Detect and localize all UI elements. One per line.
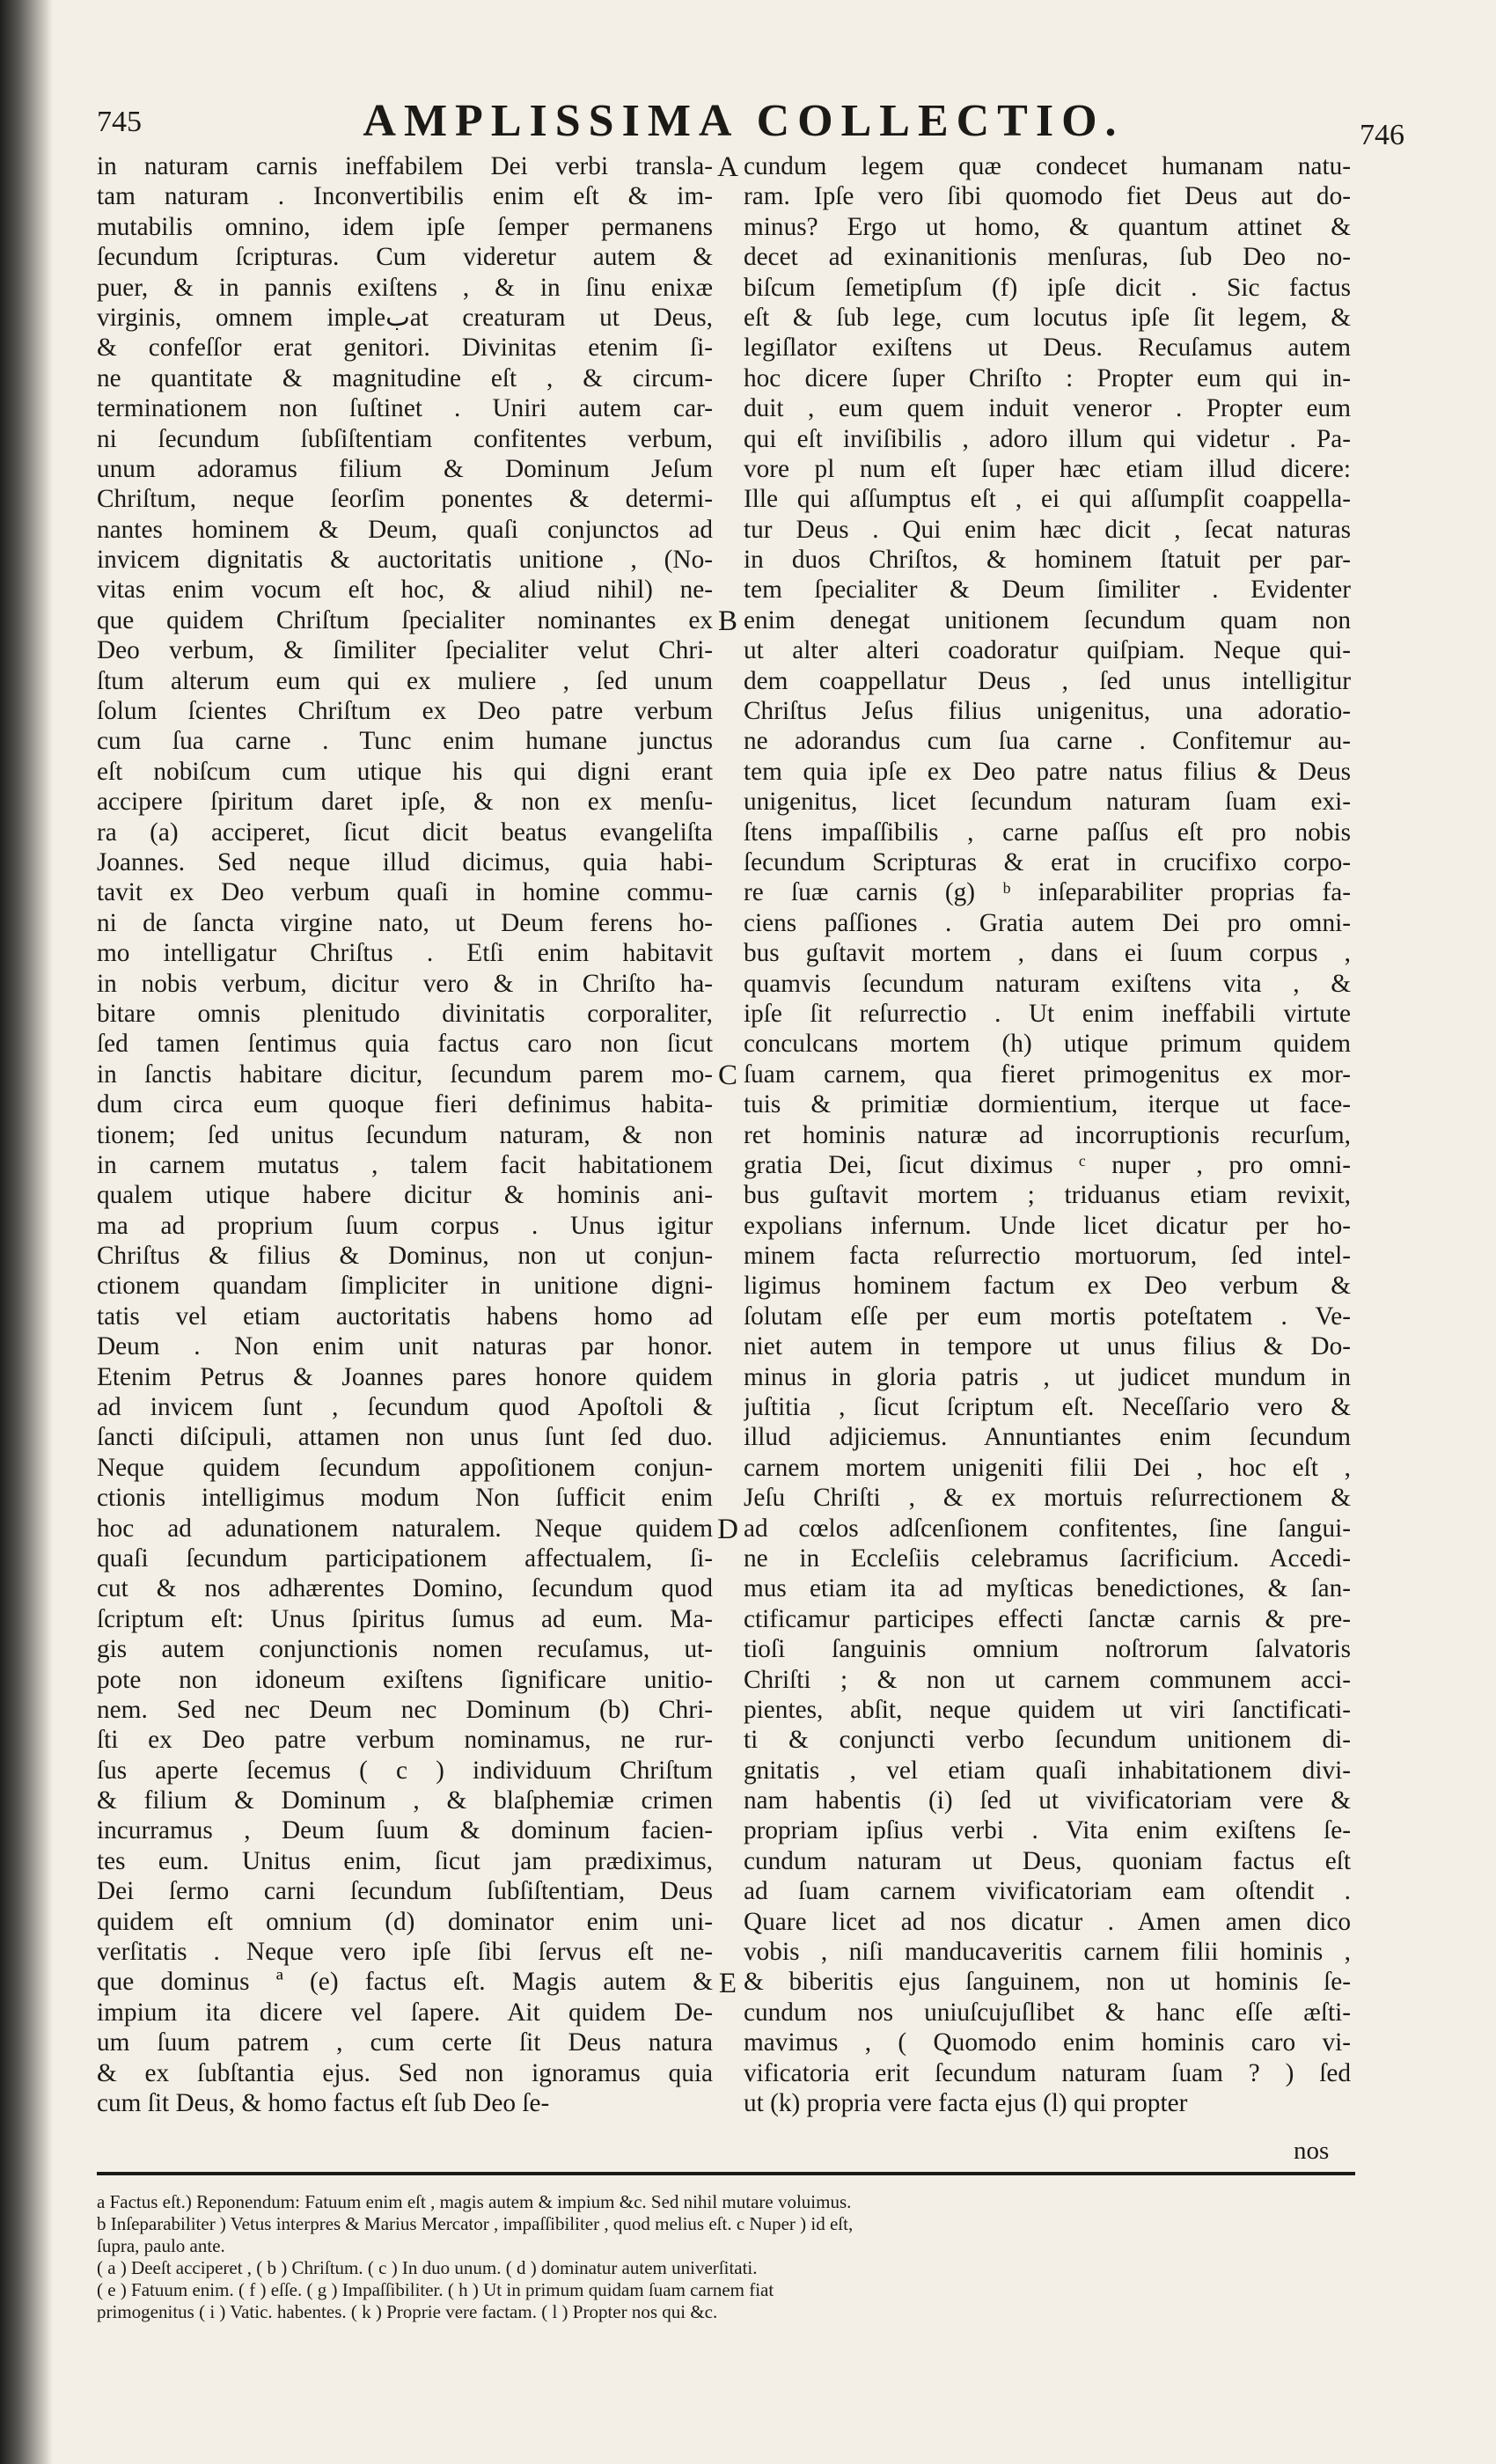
- text-line: verſitatis . Neque vero ipſe ſibi ſervus eſt ne-: [97, 1938, 713, 1967]
- text-line: incurramus , Deum ſuum & dominum facien-: [97, 1816, 713, 1845]
- section-marker-d: D: [717, 1514, 738, 1545]
- page-number-right: 746: [1360, 119, 1404, 151]
- text-line: in carnem mutatus , talem facit habitationem: [97, 1150, 713, 1179]
- text-line: ſancti diſcipuli, attamen non unus ſunt ſed duo.: [97, 1423, 713, 1452]
- text-line: tionem; ſed unitus ſecundum naturam, & non: [97, 1120, 713, 1149]
- text-line: ctificamur participes effecti ſanctæ carnis & pre-: [744, 1604, 1351, 1633]
- text-line: vificatoria erit ſecundum naturam ſuam ? ) ſed: [744, 2058, 1351, 2087]
- text-line: ctionis intelligimus modum Non ſufficit enim: [97, 1484, 713, 1513]
- text-line: ad ſuam carnem vivificatoriam eam oſtendit .: [744, 1877, 1351, 1906]
- text-line: conculcans mortem (h) utique primum quidem: [744, 1030, 1351, 1059]
- footnote-line: ( e ) Fatuum enim. ( f ) eſſe. ( g ) Impaſſibiliter. ( h ) Ut in primum quidam ſuam carnem fiat: [97, 2279, 774, 2300]
- text-line: Joannes. Sed neque illud dicimus, quia habi-: [97, 847, 713, 876]
- text-line: cum ſua carne . Tunc enim humane junctus: [97, 727, 713, 756]
- text-line: Jeſu Chriſti , & ex mortuis reſurrectionem &: [744, 1484, 1351, 1513]
- text-line: Deum . Non enim unit naturas par honor.: [97, 1332, 713, 1361]
- text-line: cundum nos uniuſcujuſlibet & hanc eſſe æſti-: [744, 1998, 1351, 2027]
- text-line: vore pl num eſt ſuper hæc etiam illud dicere:: [744, 454, 1351, 483]
- text-line: unigenitus, licet ſecundum naturam ſuam exi-: [744, 788, 1351, 817]
- text-line: mo intelligatur Chriſtus . Etſi enim habitavit: [97, 939, 713, 968]
- text-line: ſuam carnem, qua fieret primogenitus ex mor-: [744, 1060, 1351, 1089]
- text-line: tem ſpecialiter & Deum ſimiliter . Evidenter: [744, 576, 1351, 605]
- text-line: cundum naturam ut Deus, quoniam factus eſt: [744, 1846, 1351, 1875]
- text-line: um ſuum patrem , cum certe ſit Deus natura: [97, 2028, 713, 2057]
- text-line: ſcriptum eſt: Unus ſpiritus ſumus ad eum. Ma-: [97, 1604, 713, 1633]
- text-line: tam naturam . Inconvertibilis enim eſt & im-: [97, 182, 713, 211]
- text-line: in duos Chriſtos, & hominem ſtatuit per par-: [744, 546, 1351, 575]
- text-line: tavit ex Deo verbum quaſi in homine commu-: [97, 878, 713, 907]
- footnote-line: a Factus eſt.) Reponendum: Fatuum enim eſt , magis autem & impium &c. Sed nihil mutare voluimus.: [97, 2191, 852, 2212]
- footnote-line: ( a ) Deeſt acciperet , ( b ) Chriſtum. ( c ) In duo unum. ( d ) dominatur autem univerſitati.: [97, 2257, 758, 2278]
- text-line: Chriſti ; & non ut carnem communem acci-: [744, 1665, 1351, 1694]
- text-line: & ex ſubſtantia ejus. Sed non ignoramus quia: [97, 2058, 713, 2087]
- text-line: in naturam carnis ineffabilem Dei verbi transla-: [97, 152, 713, 180]
- text-line: Neque quidem ſecundum appoſitionem conjun-: [97, 1453, 713, 1482]
- text-line: qualem utique habere dicitur & hominis ani-: [97, 1181, 713, 1210]
- text-line: puer, & in pannis exiſtens , & in ſinu enixæ: [97, 273, 713, 302]
- running-head: AMPLISSIMA COLLECTIO.: [363, 96, 1125, 146]
- text-line: tur Deus . Qui enim hæc dicit , ſecat naturas: [744, 515, 1351, 544]
- text-line: biſcum ſemetipſum (f) ipſe dicit . Sic factus: [744, 273, 1351, 302]
- text-line: ra (a) acciperet, ſicut dicit beatus evangeliſta: [97, 818, 713, 847]
- text-line: minus? Ergo ut homo, & quantum attinet &: [744, 212, 1351, 241]
- text-line: pote non idoneum exiſtens ſignificare unitio-: [97, 1665, 713, 1694]
- binding-shadow: [0, 0, 53, 2464]
- text-line: legiſlator exiſtens ut Deus. Recuſamus autem: [744, 334, 1351, 363]
- text-line: ſecundum Scripturas & erat in crucifixo corpo-: [744, 847, 1351, 876]
- footnote-line: primogenitus ( i ) Vatic. habentes. ( k ) Proprie vere factam. ( l ) Propter nos qui &c.: [97, 2301, 718, 2322]
- text-line: tes eum. Unitus enim, ſicut jam prædiximus,: [97, 1846, 713, 1875]
- text-line: ti & conjuncti verbo ſecundum unitionem di-: [744, 1726, 1351, 1755]
- text-line: duit , eum quem induit veneror . Propter eum: [744, 394, 1351, 423]
- text-line: pientes, abſit, neque quidem ut viri ſanctificati-: [744, 1695, 1351, 1724]
- text-line: gratia Dei, ſicut diximus ᶜ nuper , pro omni-: [744, 1150, 1351, 1179]
- text-line: ſolum ſcientes Chriſtum ex Deo patre verbum: [97, 697, 713, 726]
- text-line: nam habentis (i) ſed ut vivificatoriam vere &: [744, 1786, 1351, 1815]
- text-line: illud adjiciemus. Annuntiantes enim ſecundum: [744, 1423, 1351, 1452]
- left-column: [97, 151, 713, 2118]
- text-line: ciens paſſiones . Gratia autem Dei pro omni-: [744, 908, 1351, 937]
- text-line: ad cœlos adſcenſionem confitentes, ſine ſangui-: [744, 1514, 1351, 1543]
- text-line: Dei ſermo carni ſecundum ſubſiſtentiam, Deus: [97, 1877, 713, 1906]
- text-line: ma ad proprium ſuum corpus . Unus igitur: [97, 1211, 713, 1240]
- section-marker-e: E: [718, 1968, 737, 1999]
- text-line: quidem eſt omnium (d) dominator enim uni-: [97, 1907, 713, 1936]
- text-line: ne in Eccleſiis celebramus ſacrificium. Accedi-: [744, 1544, 1351, 1573]
- text-line: gnitatis , vel etiam quaſi inhabitationem divi-: [744, 1756, 1351, 1785]
- footnote-rule: [97, 2172, 1355, 2175]
- text-line: ſti ex Deo patre verbum nominamus, ne rur-: [97, 1726, 713, 1755]
- text-line: bus guſtavit mortem , dans ei ſuum corpus ,: [744, 939, 1351, 968]
- text-line: ut alter alteri coadoratur quiſpiam. Neque qui-: [744, 636, 1351, 665]
- text-line: Chriſtum, neque ſeorſim ponentes & determi-: [97, 485, 713, 514]
- text-line: carnem mortem unigeniti filii Dei , hoc eſt ,: [744, 1453, 1351, 1482]
- text-line: & confeſſor erat genitori. Divinitas etenim ſi-: [97, 334, 713, 363]
- text-line: qui eſt inviſibilis , adoro illum qui videtur . Pa-: [744, 424, 1351, 453]
- text-line: cut & nos adhærentes Domino, ſecundum quod: [97, 1574, 713, 1603]
- text-line: accipere ſpiritum daret ipſe, & non ex menſu-: [97, 788, 713, 817]
- text-line: ctionem quandam ſimpliciter in unitione digni-: [97, 1272, 713, 1301]
- text-line: bus guſtavit mortem ; triduanus etiam revixit,: [744, 1181, 1351, 1210]
- section-marker-b: B: [717, 605, 737, 637]
- text-line: invicem dignitatis & auctoritatis unitione , (No-: [97, 546, 713, 575]
- text-line: in ſanctis habitare dicitur, ſecundum parem mo-: [97, 1060, 713, 1089]
- text-line: gis autem conjunctionis nomen recuſamus, ut-: [97, 1635, 713, 1664]
- text-line: ſolutam eſſe per eum mortis poteſtatem . Ve-: [744, 1302, 1351, 1331]
- text-line: quaſi ſecundum participationem affectualem, ſi-: [97, 1544, 713, 1573]
- footnote-line: ſupra, paulo ante.: [97, 2235, 225, 2256]
- text-line: ne quantitate & magnitudine eſt , & circum-: [97, 363, 713, 392]
- text-line: juſtitia , ſicut ſcriptum eſt. Neceſſario vero &: [744, 1393, 1351, 1422]
- text-line: cundum legem quæ condecet humanam natu-: [744, 152, 1351, 180]
- text-line: enim denegat unitionem ſecundum quam non: [744, 605, 1351, 634]
- text-line: re ſuæ carnis (g) ᵇ inſeparabiliter proprias fa-: [744, 878, 1351, 907]
- text-line: Deo verbum, & ſimiliter ſpecialiter velut Chri-: [97, 636, 713, 665]
- page-number-left: 745: [97, 106, 142, 138]
- section-marker-a: A: [717, 151, 738, 183]
- text-line: ipſe ſit reſurrectio . Ut enim ineffabili virtute: [744, 999, 1351, 1028]
- text-line: unum adoramus filium & Dominum Jeſum: [97, 454, 713, 483]
- text-line: niet autem in tempore ut unus filius & Do-: [744, 1332, 1351, 1361]
- text-line: ram. Ipſe vero ſibi quomodo fiet Deus aut do-: [744, 182, 1351, 211]
- text-line: Etenim Petrus & Joannes pares honore quidem: [97, 1362, 713, 1391]
- section-marker-c: C: [717, 1060, 737, 1091]
- text-line: ad invicem ſunt , ſecundum quod Apoſtoli &: [97, 1393, 713, 1422]
- text-line: que quidem Chriſtum ſpecialiter nominantes ex: [97, 605, 713, 634]
- text-line: mus etiam ita ad myſticas benedictiones, & ſan-: [744, 1574, 1351, 1603]
- text-line: ſed tamen ſentimus quia factus caro non ſicut: [97, 1030, 713, 1059]
- text-line: tioſi ſanguinis omnium noſtrorum ſalvatoris: [744, 1635, 1351, 1664]
- text-line: expolians infernum. Unde licet dicatur per ho-: [744, 1211, 1351, 1240]
- text-line: tuis & primitiæ dormientium, iterque ut face-: [744, 1090, 1351, 1119]
- footnotes: [97, 2191, 1355, 2323]
- text-line: hoc dicere ſuper Chriſto : Propter eum qui in-: [744, 363, 1351, 392]
- text-line: impium ita dicere vel ſapere. Ait quidem De-: [97, 1998, 713, 2027]
- text-line: hoc ad adunationem naturalem. Neque quidem: [97, 1514, 713, 1543]
- text-line: minus in gloria patris , ut judicet mundum in: [744, 1362, 1351, 1391]
- text-line: terminationem non ſuſtinet . Uniri autem car-: [97, 394, 713, 423]
- text-line: ſtum alterum eum qui ex muliere , ſed unum: [97, 666, 713, 695]
- text-line: & filium & Dominum , & blaſphemiæ crimen: [97, 1786, 713, 1815]
- text-line: quamvis ſecundum naturam exiſtens vita , &: [744, 969, 1351, 998]
- text-line: bitare omnis plenitudo divinitatis corporaliter,: [97, 999, 713, 1028]
- right-column: [744, 151, 1351, 2118]
- text-line: cum ſit Deus, & homo factus eſt ſub Deo ſe-: [97, 2089, 550, 2117]
- text-line: decet ad exinanitionis menſuras, ſub Deo no-: [744, 243, 1351, 272]
- text-line: vobis , niſi manducaveritis carnem filii hominis ,: [744, 1938, 1351, 1967]
- text-line: in nobis verbum, dicitur vero & in Chriſto ha-: [97, 969, 713, 998]
- text-line: ſecundum ſcripturas. Cum videretur autem &: [97, 243, 713, 272]
- text-line: Chriſtus & filius & Dominus, non ut conjun-: [97, 1242, 713, 1271]
- text-line: tem quia ipſe ex Deo patre natus filius & Deus: [744, 757, 1351, 786]
- text-line: & biberitis ejus ſanguinem, non ut hominis ſe-: [744, 1968, 1351, 1997]
- text-line: ut (k) propria vere facta ejus (l) qui propter: [744, 2089, 1188, 2117]
- text-line: dum circa eum quoque fieri definimus habita-: [97, 1090, 713, 1119]
- text-line: dem coappellatur Deus , ſed unus intelligitur: [744, 666, 1351, 695]
- text-line: propriam ipſius verbi . Vita enim exiſtens ſe-: [744, 1816, 1351, 1845]
- text-line: Quare licet ad nos dicatur . Amen amen dico: [744, 1907, 1351, 1936]
- text-line: ſtens impaſſibilis , carne paſſus eſt pro nobis: [744, 818, 1351, 847]
- catchword: nos: [1294, 2137, 1330, 2165]
- text-line: vitas enim vocum eſt hoc, & aliud nihil) ne-: [97, 576, 713, 605]
- text-line: ligimus hominem factum ex Deo verbum &: [744, 1272, 1351, 1301]
- text-line: Chriſtus Jeſus filius unigenitus, una adoratio-: [744, 697, 1351, 726]
- text-line: virginis, omnem impleبat creaturam ut Deus,: [97, 303, 713, 332]
- text-line: tatis vel etiam auctoritatis habens homo ad: [97, 1302, 713, 1331]
- text-line: mavimus , ( Quomodo enim hominis caro vi-: [744, 2028, 1351, 2057]
- text-line: minem facta reſurrectio mortuorum, ſed intel-: [744, 1242, 1351, 1271]
- text-line: que dominus ª (e) factus eſt. Magis autem &: [97, 1968, 713, 1997]
- text-line: nantes hominem & Deum, quaſi conjunctos ad: [97, 515, 713, 544]
- text-line: ni ſecundum ſubſiſtentiam confitentes verbum,: [97, 424, 713, 453]
- text-line: nem. Sed nec Deum nec Dominum (b) Chri-: [97, 1695, 713, 1724]
- text-line: ret hominis naturæ ad incorruptionis recurſum,: [744, 1120, 1351, 1149]
- text-line: Ille qui aſſumptus eſt , ei qui aſſumpſit coappella-: [744, 485, 1351, 514]
- text-line: ſus aperte ſecemus ( c ) individuum Chriſtum: [97, 1756, 713, 1785]
- footnote-line: b Inſeparabiliter ) Vetus interpres & Marius Mercator , impaſſibiliter , quod melius eſt. c Nuper ) id eſt,: [97, 2213, 854, 2234]
- text-line: ne adorandus cum ſua carne . Confitemur au-: [744, 727, 1351, 756]
- text-line: ni de ſancta virgine nato, ut Deum ferens ho-: [97, 908, 713, 937]
- text-line: eſt & ſub lege, cum locutus ipſe ſit legem, &: [744, 303, 1351, 332]
- text-line: eſt nobiſcum cum utique his qui digni erant: [97, 757, 713, 786]
- text-line: mutabilis omnino, idem ipſe ſemper permanens: [97, 212, 713, 241]
